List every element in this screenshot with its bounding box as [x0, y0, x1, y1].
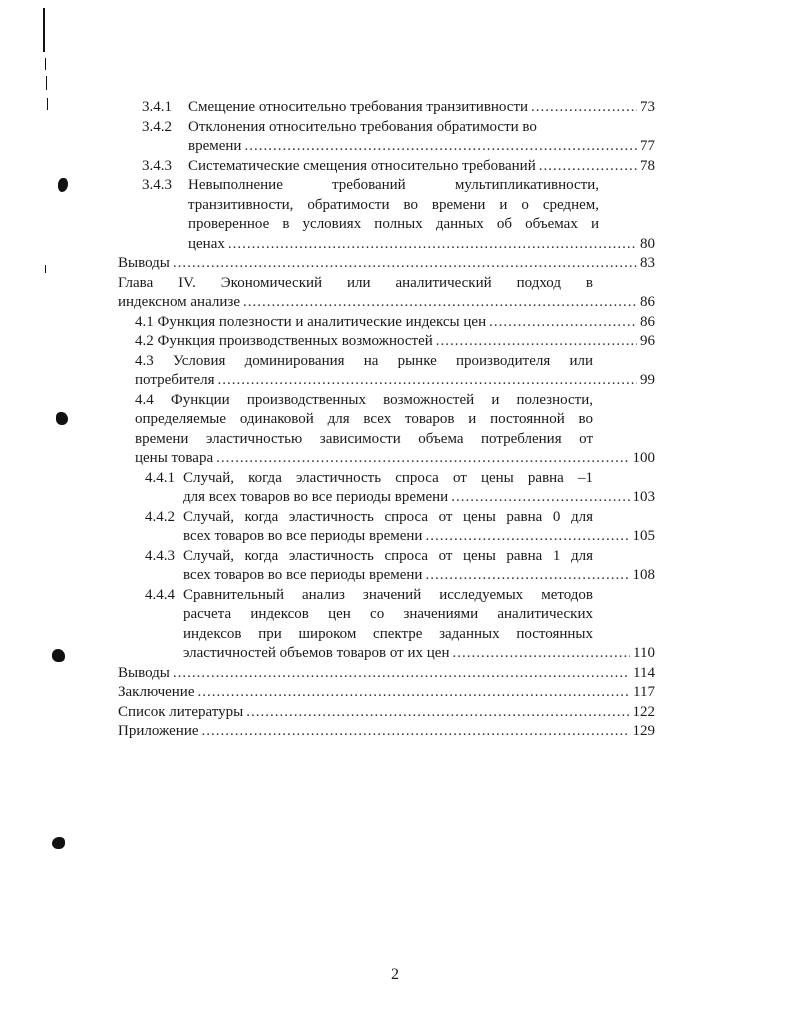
toc-leader-dots	[451, 488, 629, 508]
toc-entry-4-4-3[interactable]	[118, 547, 655, 586]
hole-punch-mark	[56, 412, 68, 425]
toc-entry-title: Список литературы	[118, 703, 244, 720]
toc-entry-title: Заключение	[118, 684, 195, 700]
toc-leader-dots	[489, 313, 637, 333]
toc-page-number: 100	[632, 450, 655, 466]
scan-edge-line	[45, 58, 46, 70]
toc-page-number: 73	[640, 99, 655, 115]
toc-entry-number: 3.4.2	[142, 118, 172, 135]
toc-entry-4-3[interactable]	[118, 352, 655, 391]
toc-page-number: 86	[640, 313, 655, 330]
toc-page-number: 78	[640, 157, 655, 174]
toc-page-number: 83	[640, 255, 655, 271]
toc-entry-title: 4.2 Функция производственных возможностей	[135, 333, 433, 349]
toc-entry-number: 3.4.1	[142, 99, 172, 115]
scan-edge-line	[43, 8, 45, 52]
toc-page-number: 114	[633, 664, 655, 681]
toc-entry-title-cont: всех товаров во все периоды времени	[183, 528, 423, 544]
toc-leader-dots	[539, 157, 637, 177]
toc-entry-title: Систематические смещения относительно требований	[188, 157, 536, 174]
toc-page-number: 122	[632, 703, 655, 720]
toc-entry-number: 4.4.3	[145, 547, 175, 564]
toc-page-number: 117	[633, 684, 655, 700]
hole-punch-mark	[58, 178, 68, 192]
toc-entry-appendix[interactable]	[118, 722, 655, 742]
toc-entry-title: 4.3 Условия доминирования на рынке производителя или	[135, 352, 593, 369]
toc-page-number: 129	[632, 723, 655, 739]
toc-entry-title-cont: времени эластичностью зависимости объема потребления от	[135, 430, 593, 447]
toc-entry-title: 4.1 Функция полезности и аналитические индексы цен	[135, 313, 487, 330]
toc-entry-bibliography[interactable]	[118, 703, 655, 723]
toc-page-number: 86	[640, 294, 655, 310]
toc-entry-title-cont: индексов при широком спектре заданных постоянных	[183, 625, 593, 642]
toc-entry-number: 3.4.3	[142, 157, 172, 174]
hole-punch-mark	[52, 837, 65, 849]
toc-entry-title: Глава IV. Экономический или аналитический подход в	[118, 274, 593, 291]
toc-entry-4-4-1[interactable]	[118, 469, 655, 508]
page-number: 2	[391, 966, 399, 983]
toc-leader-dots	[216, 449, 629, 469]
toc-entry-title: Невыполнение требований мультипликативности,	[188, 177, 599, 193]
toc-entry-conclusions-4[interactable]	[118, 664, 655, 684]
toc-leader-dots	[202, 722, 630, 742]
toc-leader-dots	[217, 371, 637, 391]
toc-page-number: 96	[640, 333, 655, 349]
toc-page-number: 99	[640, 372, 655, 388]
toc-page-number: 80	[640, 235, 655, 252]
toc-entry-title-cont: времени	[188, 138, 242, 154]
toc-entry-number: 3.4.3	[142, 177, 172, 193]
toc-entry-conclusions-3[interactable]	[118, 254, 655, 274]
toc-entry-title: Приложение	[118, 723, 199, 739]
toc-leader-dots	[244, 137, 637, 157]
toc-page-number: 110	[633, 645, 655, 661]
toc-leader-dots	[228, 235, 637, 255]
toc-entry-3-4-3[interactable]	[118, 157, 655, 177]
toc-entry-title-cont: эластичностей объемов товаров от их цен	[183, 645, 450, 661]
toc-entry-title-cont: потребителя	[135, 372, 215, 388]
toc-entry-title-cont: для всех товаров во все периоды времени	[183, 489, 449, 505]
toc-leader-dots	[436, 332, 637, 352]
toc-leader-dots	[452, 644, 630, 664]
table-of-contents	[118, 98, 655, 742]
toc-entry-number: 4.4.2	[145, 508, 175, 525]
toc-leader-dots	[173, 254, 637, 274]
toc-entry-4-4-2[interactable]	[118, 508, 655, 547]
toc-leader-dots	[425, 527, 629, 547]
toc-entry-title: Случай, когда эластичность спроса от цены равна –1	[183, 469, 593, 486]
toc-entry-title: Смещение относительно требования транзитивности	[188, 99, 529, 115]
toc-entry-4-2[interactable]	[118, 332, 655, 352]
toc-leader-dots	[243, 293, 637, 313]
scan-edge-line	[46, 76, 47, 90]
toc-leader-dots	[173, 664, 630, 684]
toc-entry-conclusion[interactable]	[118, 683, 655, 703]
toc-entry-title: Случай, когда эластичность спроса от цены равна 1 для	[183, 547, 593, 564]
toc-entry-number: 4.4.1	[145, 469, 175, 486]
toc-entry-title-cont: расчета индексов цен со значениями аналитических	[183, 606, 593, 622]
toc-entry-title-cont: определяемые одинаковой для всех товаров и постоянной во	[135, 411, 593, 427]
toc-entry-4-1[interactable]	[118, 313, 655, 333]
toc-page-number: 77	[640, 138, 655, 154]
toc-leader-dots	[198, 683, 631, 703]
toc-entry-4-4[interactable]	[118, 391, 655, 469]
toc-page-number: 105	[632, 528, 655, 544]
scan-edge-line	[45, 265, 46, 273]
toc-entry-4-4-4[interactable]	[118, 586, 655, 664]
toc-entry-title-cont: транзитивности, обратимости во времени и о среднем,	[188, 196, 599, 213]
toc-page-number: 103	[632, 489, 655, 505]
toc-entry-title-cont: проверенное в условиях полных данных об объемах и	[188, 216, 599, 232]
scan-edge-line	[47, 98, 48, 110]
toc-entry-3-4-3-b[interactable]	[118, 176, 655, 254]
toc-entry-title: Случай, когда эластичность спроса от цены равна 0 для	[183, 508, 593, 525]
toc-entry-title-cont: индексном анализе	[118, 294, 240, 310]
toc-entry-number: 4.4.4	[145, 586, 175, 603]
hole-punch-mark	[52, 649, 65, 662]
toc-entry-title-cont: всех товаров во все периоды времени	[183, 567, 423, 583]
toc-entry-title: 4.4 Функции производственных возможностей и полезности,	[135, 391, 593, 408]
toc-entry-3-4-1[interactable]	[118, 98, 655, 118]
toc-entry-title: Выводы	[118, 255, 170, 271]
toc-leader-dots	[425, 566, 629, 586]
toc-entry-title: Сравнительный анализ значений исследуемых методов	[183, 586, 593, 603]
toc-entry-title: Отклонения относительно требования обратимости во	[188, 118, 537, 135]
toc-page-number: 108	[632, 567, 655, 583]
toc-entry-3-4-2[interactable]	[118, 118, 655, 157]
toc-entry-title: Выводы	[118, 664, 170, 681]
toc-entry-title-cont: ценах	[188, 235, 225, 252]
toc-leader-dots	[531, 98, 637, 118]
toc-leader-dots	[246, 703, 629, 723]
toc-entry-chapter-4[interactable]	[118, 274, 655, 313]
toc-entry-title-cont: цены товара	[135, 450, 214, 466]
